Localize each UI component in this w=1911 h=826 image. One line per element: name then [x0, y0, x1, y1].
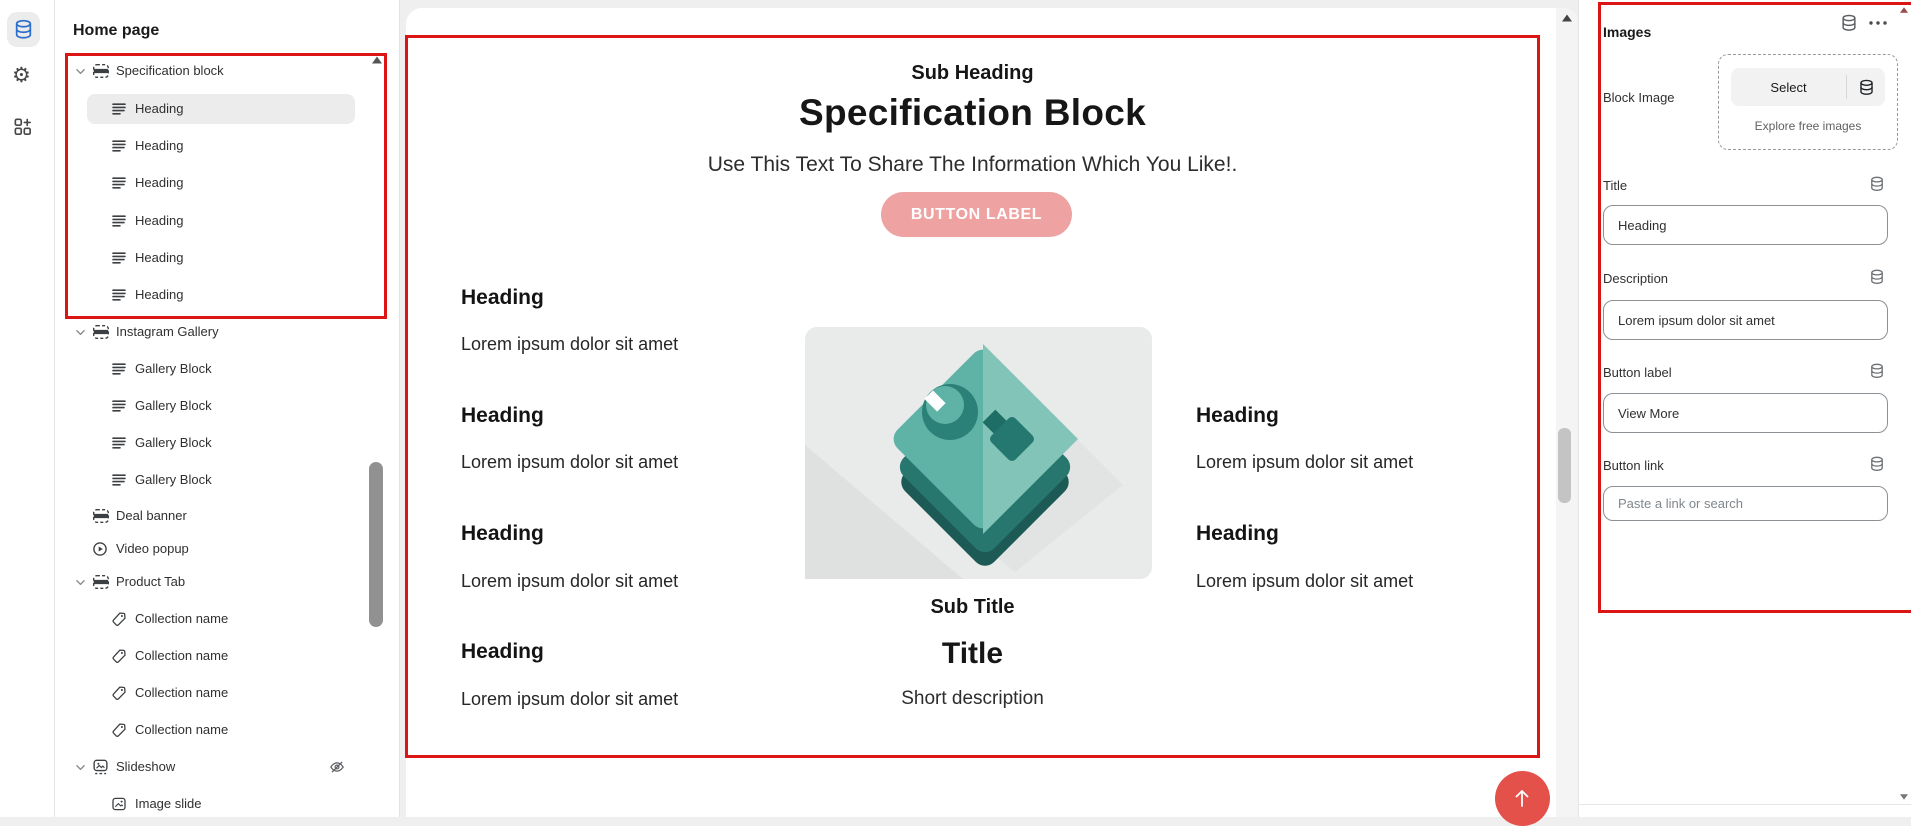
feature-text: Lorem ipsum dolor sit amet	[1196, 571, 1414, 591]
tree-item-label: Video popup	[116, 541, 189, 556]
dynamic-source-icon[interactable]	[1847, 79, 1885, 96]
tree-item-deal-banner[interactable]	[55, 501, 400, 531]
canvas-scrollbar-track[interactable]	[1556, 8, 1578, 817]
feature-heading: Heading	[461, 404, 544, 427]
preview-sub-heading: Sub Heading	[911, 62, 1034, 84]
dynamic-source-icon[interactable]	[1869, 176, 1885, 192]
text-block-icon	[111, 250, 127, 266]
tree-item-label: Gallery Block	[135, 472, 212, 487]
dynamic-source-icon[interactable]	[1869, 363, 1885, 379]
scroll-up-arrow-icon[interactable]	[1899, 6, 1909, 14]
tree-item-gallery-block-4[interactable]	[55, 465, 400, 495]
button-label-field-label: Button label	[1603, 365, 1672, 380]
kebab-menu-icon[interactable]	[1868, 20, 1888, 26]
section-icon	[92, 507, 110, 525]
text-block-icon	[111, 101, 127, 117]
tree-item-collection-name-1[interactable]	[55, 604, 400, 634]
sidebar-scrollbar-thumb[interactable]	[369, 462, 383, 627]
feature-text: Lorem ipsum dolor sit amet	[1196, 452, 1414, 472]
section-icon	[92, 573, 110, 591]
preview-section-heading: Specification Block	[798, 92, 1146, 133]
app-rail	[0, 0, 55, 817]
tree-item-collection-name-4[interactable]	[55, 715, 400, 745]
tree-item-collection-name-2[interactable]	[55, 641, 400, 671]
dynamic-source-icon[interactable]	[1869, 269, 1885, 285]
tree-item-gallery-block-3[interactable]	[55, 428, 400, 458]
page-title: Home page	[73, 21, 160, 39]
sections-sidebar	[55, 0, 400, 817]
tree-item-label: Deal banner	[116, 508, 187, 523]
tree-item-label: Collection name	[135, 722, 229, 737]
feature-heading: Heading	[1196, 404, 1279, 427]
panel-footer-divider	[1579, 804, 1911, 805]
preview-cta-button[interactable]: BUTTON LABEL	[881, 192, 1072, 237]
title-input[interactable]	[1603, 205, 1888, 245]
tree-item-gallery-block-2[interactable]	[55, 391, 400, 421]
scroll-up-arrow-icon[interactable]	[371, 55, 383, 65]
sections-icon[interactable]	[13, 19, 34, 40]
chevron-down-icon[interactable]	[74, 576, 87, 589]
tag-icon	[111, 611, 127, 627]
tree-item-label: Gallery Block	[135, 435, 212, 450]
text-block-icon	[111, 361, 127, 377]
text-block-icon	[111, 472, 127, 488]
tree-item-label: Instagram Gallery	[116, 324, 219, 339]
preview-short-description: Short description	[901, 688, 1044, 709]
tree-item-label: Heading	[135, 213, 184, 228]
text-block-icon	[111, 213, 127, 229]
tag-icon	[111, 722, 127, 738]
tree-item-specification-block[interactable]	[55, 56, 400, 86]
feature-text: Lorem ipsum dolor sit amet	[461, 452, 679, 472]
section-icon	[92, 62, 110, 80]
text-block-icon	[111, 287, 127, 303]
tree-item-label: Heading	[135, 287, 184, 302]
tshirt-product-image	[805, 327, 1152, 579]
tree-item-label: Heading	[135, 101, 184, 116]
tree-item-video-popup[interactable]	[55, 534, 400, 564]
tree-item-label: Collection name	[135, 611, 229, 626]
dynamic-source-icon[interactable]	[1869, 456, 1885, 472]
tree-item-collection-name-3[interactable]	[55, 678, 400, 708]
description-field-label: Description	[1603, 271, 1669, 286]
arrow-up-icon	[1512, 787, 1532, 809]
tree-item-heading-2[interactable]	[55, 131, 400, 161]
text-block-icon	[111, 138, 127, 154]
scroll-up-arrow-icon[interactable]	[1561, 13, 1573, 23]
scroll-to-top-button[interactable]	[1495, 771, 1550, 826]
tree-item-label: Heading	[135, 138, 184, 153]
tree-item-label: Gallery Block	[135, 398, 212, 413]
tree-item-label: Heading	[135, 175, 184, 190]
feature-text: Lorem ipsum dolor sit amet	[461, 334, 679, 354]
chevron-down-icon[interactable]	[74, 761, 87, 774]
tree-item-instagram-gallery[interactable]	[55, 317, 400, 347]
select-image-label: Select	[1770, 79, 1807, 95]
video-play-icon	[92, 541, 108, 557]
slideshow-icon	[92, 758, 109, 775]
panel-title: Images	[1603, 23, 1652, 40]
tree-item-label: Image slide	[135, 796, 202, 811]
scroll-down-arrow-icon[interactable]	[1899, 793, 1909, 801]
block-image-label: Block Image	[1603, 90, 1675, 105]
button-link-input[interactable]	[1603, 486, 1888, 521]
preview-section-description: Use This Text To Share The Information Which You Like!.	[707, 153, 1238, 176]
tree-item-heading-6[interactable]	[55, 280, 400, 310]
chevron-down-icon[interactable]	[74, 65, 87, 78]
dynamic-source-icon[interactable]	[1840, 14, 1858, 32]
explore-free-images-link[interactable]: Explore free images	[1754, 119, 1862, 133]
tag-icon	[111, 685, 127, 701]
tag-icon	[111, 648, 127, 664]
text-block-icon	[111, 435, 127, 451]
tree-item-label: Heading	[135, 250, 184, 265]
preview-sub-title: Sub Title	[930, 596, 1015, 618]
tree-item-label: Collection name	[135, 685, 229, 700]
tree-item-heading-1[interactable]	[55, 94, 400, 124]
tree-item-image-slide[interactable]	[55, 789, 400, 819]
text-block-icon	[111, 175, 127, 191]
selected-row-highlight	[87, 94, 355, 124]
description-input[interactable]	[1603, 300, 1888, 340]
feature-heading: Heading	[1196, 522, 1279, 545]
tree-item-label: Slideshow	[116, 759, 176, 774]
tree-item-product-tab[interactable]	[55, 567, 400, 597]
tree-item-label: Specification block	[116, 63, 224, 78]
apps-icon[interactable]	[13, 117, 33, 137]
feature-heading: Heading	[461, 640, 544, 663]
section-icon	[92, 323, 110, 341]
feature-text: Lorem ipsum dolor sit amet	[461, 689, 679, 709]
tree-item-heading-4[interactable]	[55, 206, 400, 236]
chevron-down-icon[interactable]	[74, 326, 87, 339]
tree-item-slideshow[interactable]	[55, 752, 400, 782]
tree-item-label: Collection name	[135, 648, 229, 663]
feature-heading: Heading	[461, 286, 544, 309]
feature-text: Lorem ipsum dolor sit amet	[461, 571, 679, 591]
title-field-label: Title	[1603, 178, 1628, 193]
button-label-input[interactable]	[1603, 393, 1888, 433]
tree-item-heading-3[interactable]	[55, 168, 400, 198]
image-icon	[111, 796, 127, 812]
feature-heading: Heading	[461, 522, 544, 545]
canvas-scrollbar-thumb[interactable]	[1558, 428, 1571, 503]
tree-item-label: Gallery Block	[135, 361, 212, 376]
select-image-button[interactable]	[1731, 68, 1885, 106]
tree-item-heading-5[interactable]	[55, 243, 400, 273]
preview-title: Title	[941, 637, 1004, 670]
eye-off-icon[interactable]	[329, 759, 345, 775]
tree-item-gallery-block-1[interactable]	[55, 354, 400, 384]
tree-item-label: Product Tab	[116, 574, 186, 589]
text-block-icon	[111, 398, 127, 414]
button-link-field-label: Button link	[1603, 458, 1664, 473]
gear-icon[interactable]: ⚙	[12, 64, 31, 87]
